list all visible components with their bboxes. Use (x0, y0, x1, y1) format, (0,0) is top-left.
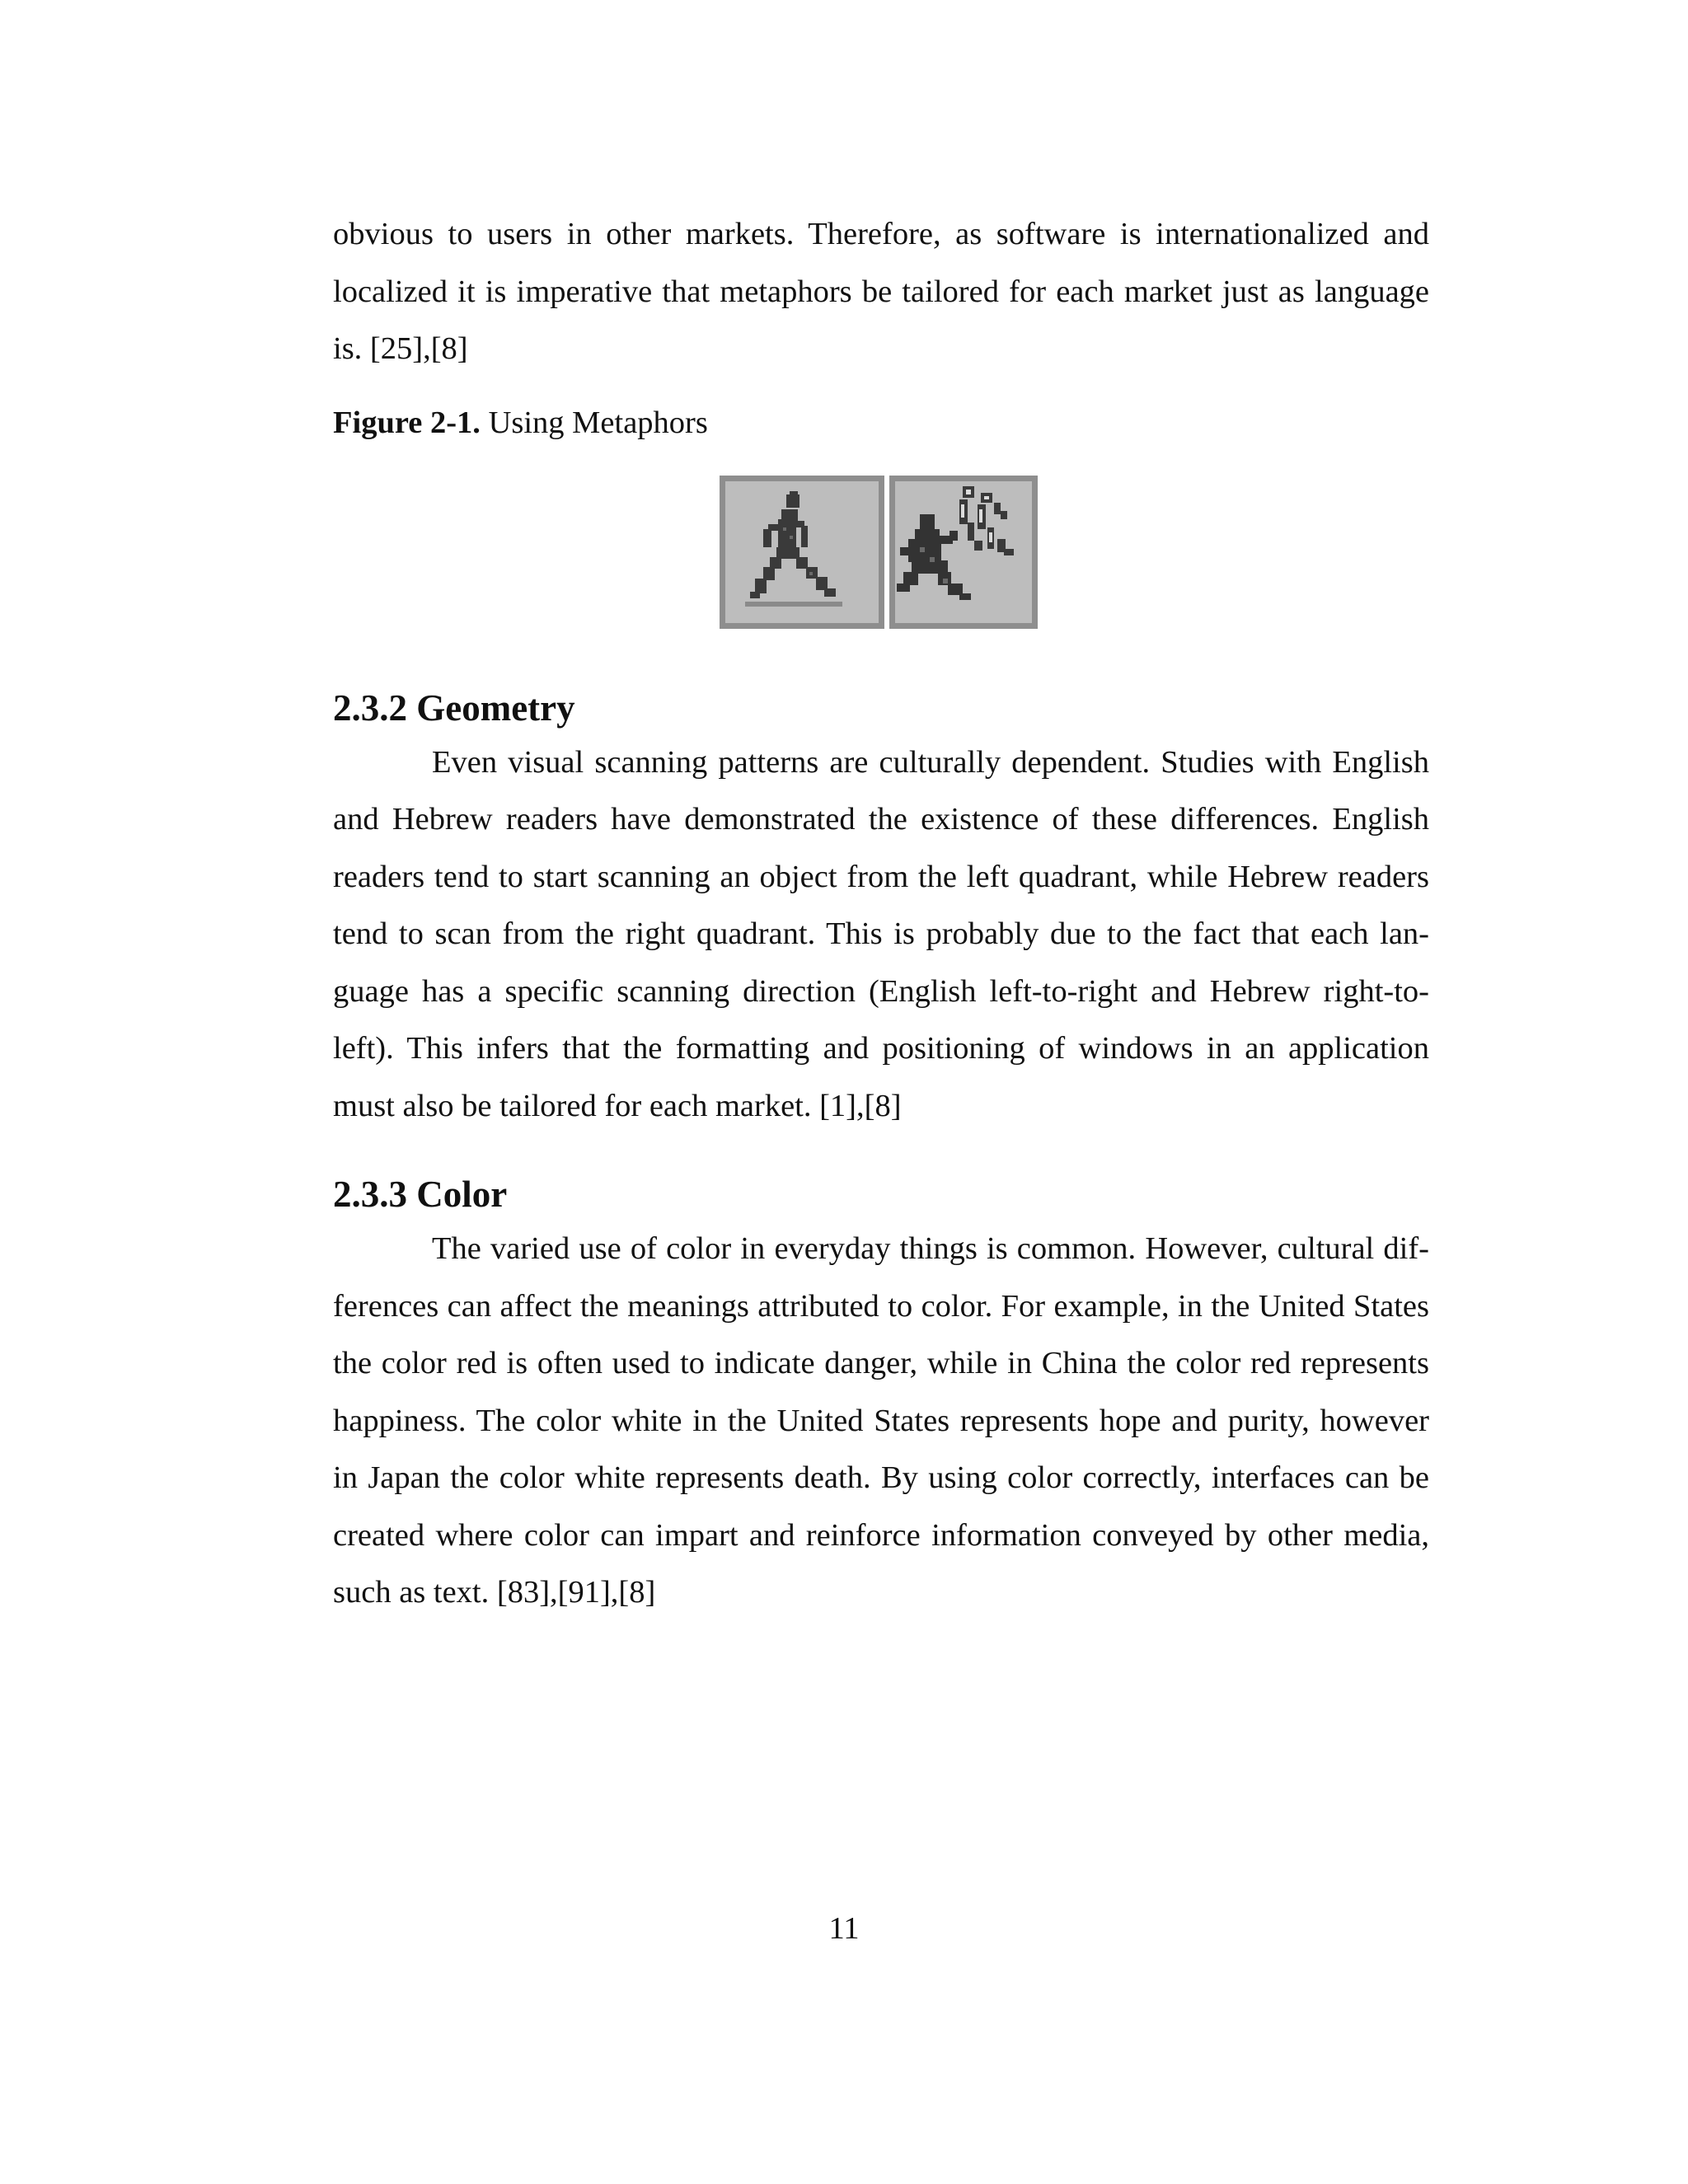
intro-paragraph: obvious to users in other markets. Therefore, as software is internationalized and localized it is imperative that metaphors be tailored for each market just as language is. [25],[8] (333, 217, 1429, 366)
group-runners-icon (889, 476, 1038, 629)
geometry-paragraph: Even visual scanning patterns are culturally dependent. Studies with English and Hebrew readers have demonstrated the existence of these differences. English readers tend to start scanning an object from the left quadrant, while Hebrew readers tend to scan from the right quadrant. This is probably due to the fact that each lan-guage has a specific scanning direction (English left-to-right and Hebrew right-to-left). This infers that the formatting and positioning of windows in an application must also be tailored for each market. [1],[8] (333, 744, 1429, 1123)
page-number: 11 (828, 1911, 860, 1946)
figure-label: Figure 2-1. (333, 405, 481, 440)
single-runner-icon (720, 476, 884, 629)
color-paragraph: The varied use of color in everyday things is common. However, cultural dif-ferences can affect the meanings attributed to color. For example, in the United States the color red is often used to indicate danger, while in China the color red represents happiness. The color white in the United States represents hope and purity, however in Japan the color white represents death. By using color correctly, interfaces can be created where color can impart and reinforce information conveyed by other media, such as text. [83],[91],[8] (333, 1231, 1429, 1610)
figure-caption-text: Using Metaphors (488, 405, 708, 440)
single-runner-graphic (725, 481, 879, 623)
section-heading-color: 2.3.3 Color (333, 1174, 508, 1215)
figure-2-1 (333, 476, 1429, 640)
section-heading-geometry: 2.3.2 Geometry (333, 687, 575, 729)
page-content (333, 206, 1429, 1622)
figure-caption (333, 398, 1429, 448)
group-runners-graphic (895, 481, 1032, 623)
